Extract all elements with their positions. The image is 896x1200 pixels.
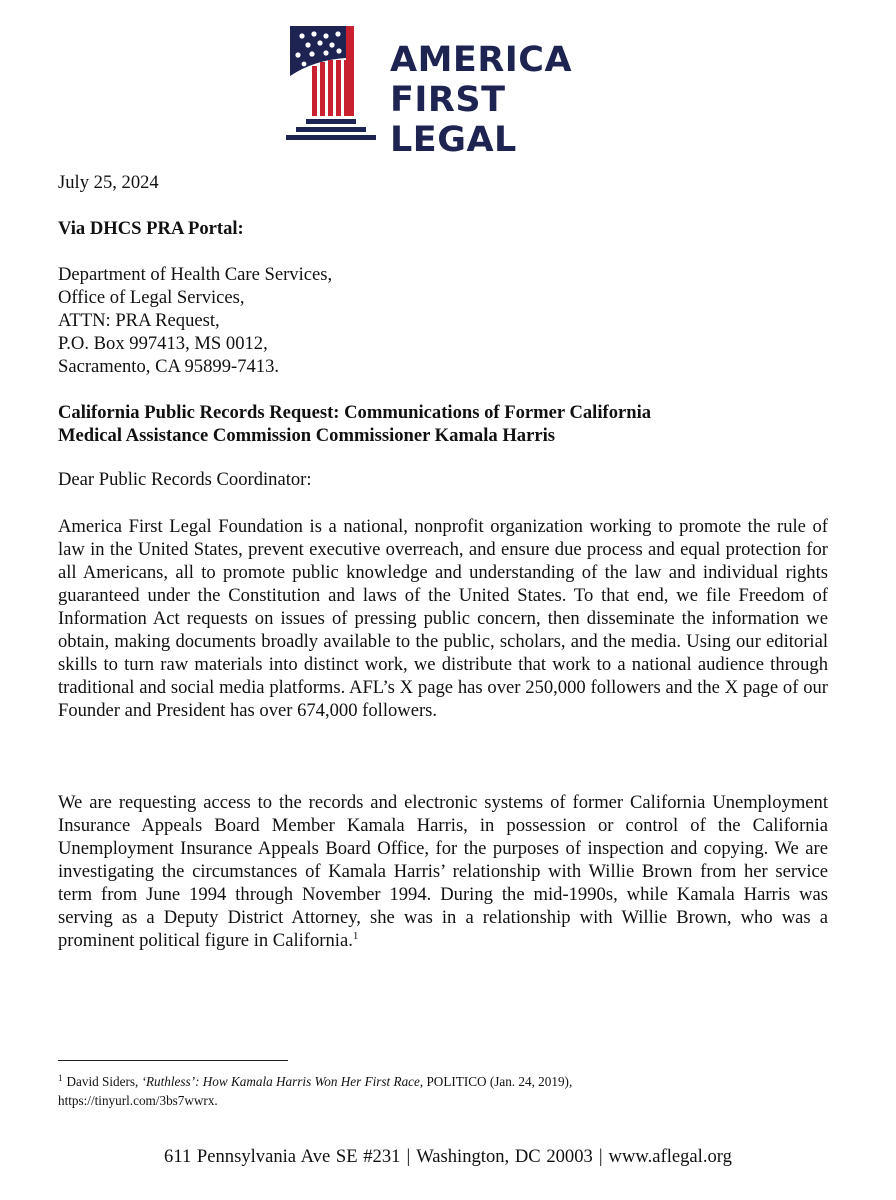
- body-paragraph-2: [58, 791, 828, 952]
- logo-line-1: AMERICA: [390, 40, 573, 80]
- footer-separator: |: [406, 1146, 411, 1167]
- address-line: ATTN: PRA Request,: [58, 310, 220, 331]
- footnote-author: David Siders,: [66, 1074, 142, 1089]
- body-paragraph-1: America First Legal Foundation is a national, nonprofit organization working to promote the rule of law in the United States, prevent executive overreach, and ensure due process and equal protection for all Americans, all to promote public knowledge and understanding of the law and individual rights guaranteed under the Constitution and laws of the United States. To that end, we file Freedom of Information Act requests on issues of pressing public concern, then disseminate the information we obtain, making documents broadly available to the public, scholars, and the media. Using our editorial skills to turn raw materials into distinct work, we distribute that work to a national audience through traditional and social media platforms. AFL’s X page has over 250,000 followers and the X page of our Founder and President has over 674,000 followers.: [58, 516, 828, 721]
- address-line: Department of Health Care Services,: [58, 264, 333, 285]
- footer-city: Washington, DC 20003: [416, 1146, 593, 1167]
- address-line: Office of Legal Services,: [58, 287, 245, 308]
- letter-date: July 25, 2024: [58, 172, 159, 193]
- footer-separator: |: [598, 1146, 603, 1167]
- body-paragraph-2-text: We are requesting access to the records and electronic systems of former California Unemployment Insurance Appeals Board Member Kamala Harris, in possession or control of the California Unemployment Insurance Appeals Board Office, for the purposes of inspection and copying. We are investigating the circumstances of Kamala Harris’ relationship with Willie Brown from her service term from June 1994 through November 1994. During the mid-1990s, while Kamala Harris was serving as a Deputy District Attorney, she was in a relationship with Willie Brown, who was a prominent political figure in California.: [58, 792, 828, 951]
- subject-line-1: California Public Records Request: Communications of Former California: [58, 402, 652, 423]
- logo-wordmark: [390, 40, 572, 160]
- afl-logo: [284, 24, 584, 160]
- logo-line-2: FIRST: [390, 80, 506, 120]
- footnote-source: , POLITICO (Jan. 24, 2019),: [419, 1074, 573, 1089]
- footnote-reference: 1: [352, 929, 359, 942]
- footnote-title: ‘Ruthless’: How Kamala Harris Won Her First Race: [141, 1074, 420, 1089]
- logo-line-3: LEGAL: [390, 120, 517, 160]
- footnote-number: 1: [58, 1072, 63, 1083]
- subject-line-2: Medical Assistance Commission Commissioner Kamala Harris: [58, 425, 556, 446]
- footnote: [58, 1072, 838, 1110]
- footer-website[interactable]: www.aflegal.org: [608, 1146, 732, 1167]
- footer-address: 611 Pennsylvania Ave SE #231: [164, 1146, 401, 1167]
- footnote-divider: [58, 1060, 288, 1061]
- delivery-method: Via DHCS PRA Portal:: [58, 218, 244, 239]
- footnote-url[interactable]: https://tinyurl.com/3bs7wwrx.: [58, 1093, 218, 1108]
- salutation: Dear Public Records Coordinator:: [58, 469, 312, 490]
- recipient-address: [58, 263, 828, 378]
- letter-footer: [0, 1145, 896, 1169]
- subject-line: [58, 401, 828, 447]
- address-line: Sacramento, CA 95899-7413.: [58, 356, 280, 377]
- address-line: P.O. Box 997413, MS 0012,: [58, 333, 268, 354]
- pillar-one-stars-stripes-icon: [284, 24, 384, 148]
